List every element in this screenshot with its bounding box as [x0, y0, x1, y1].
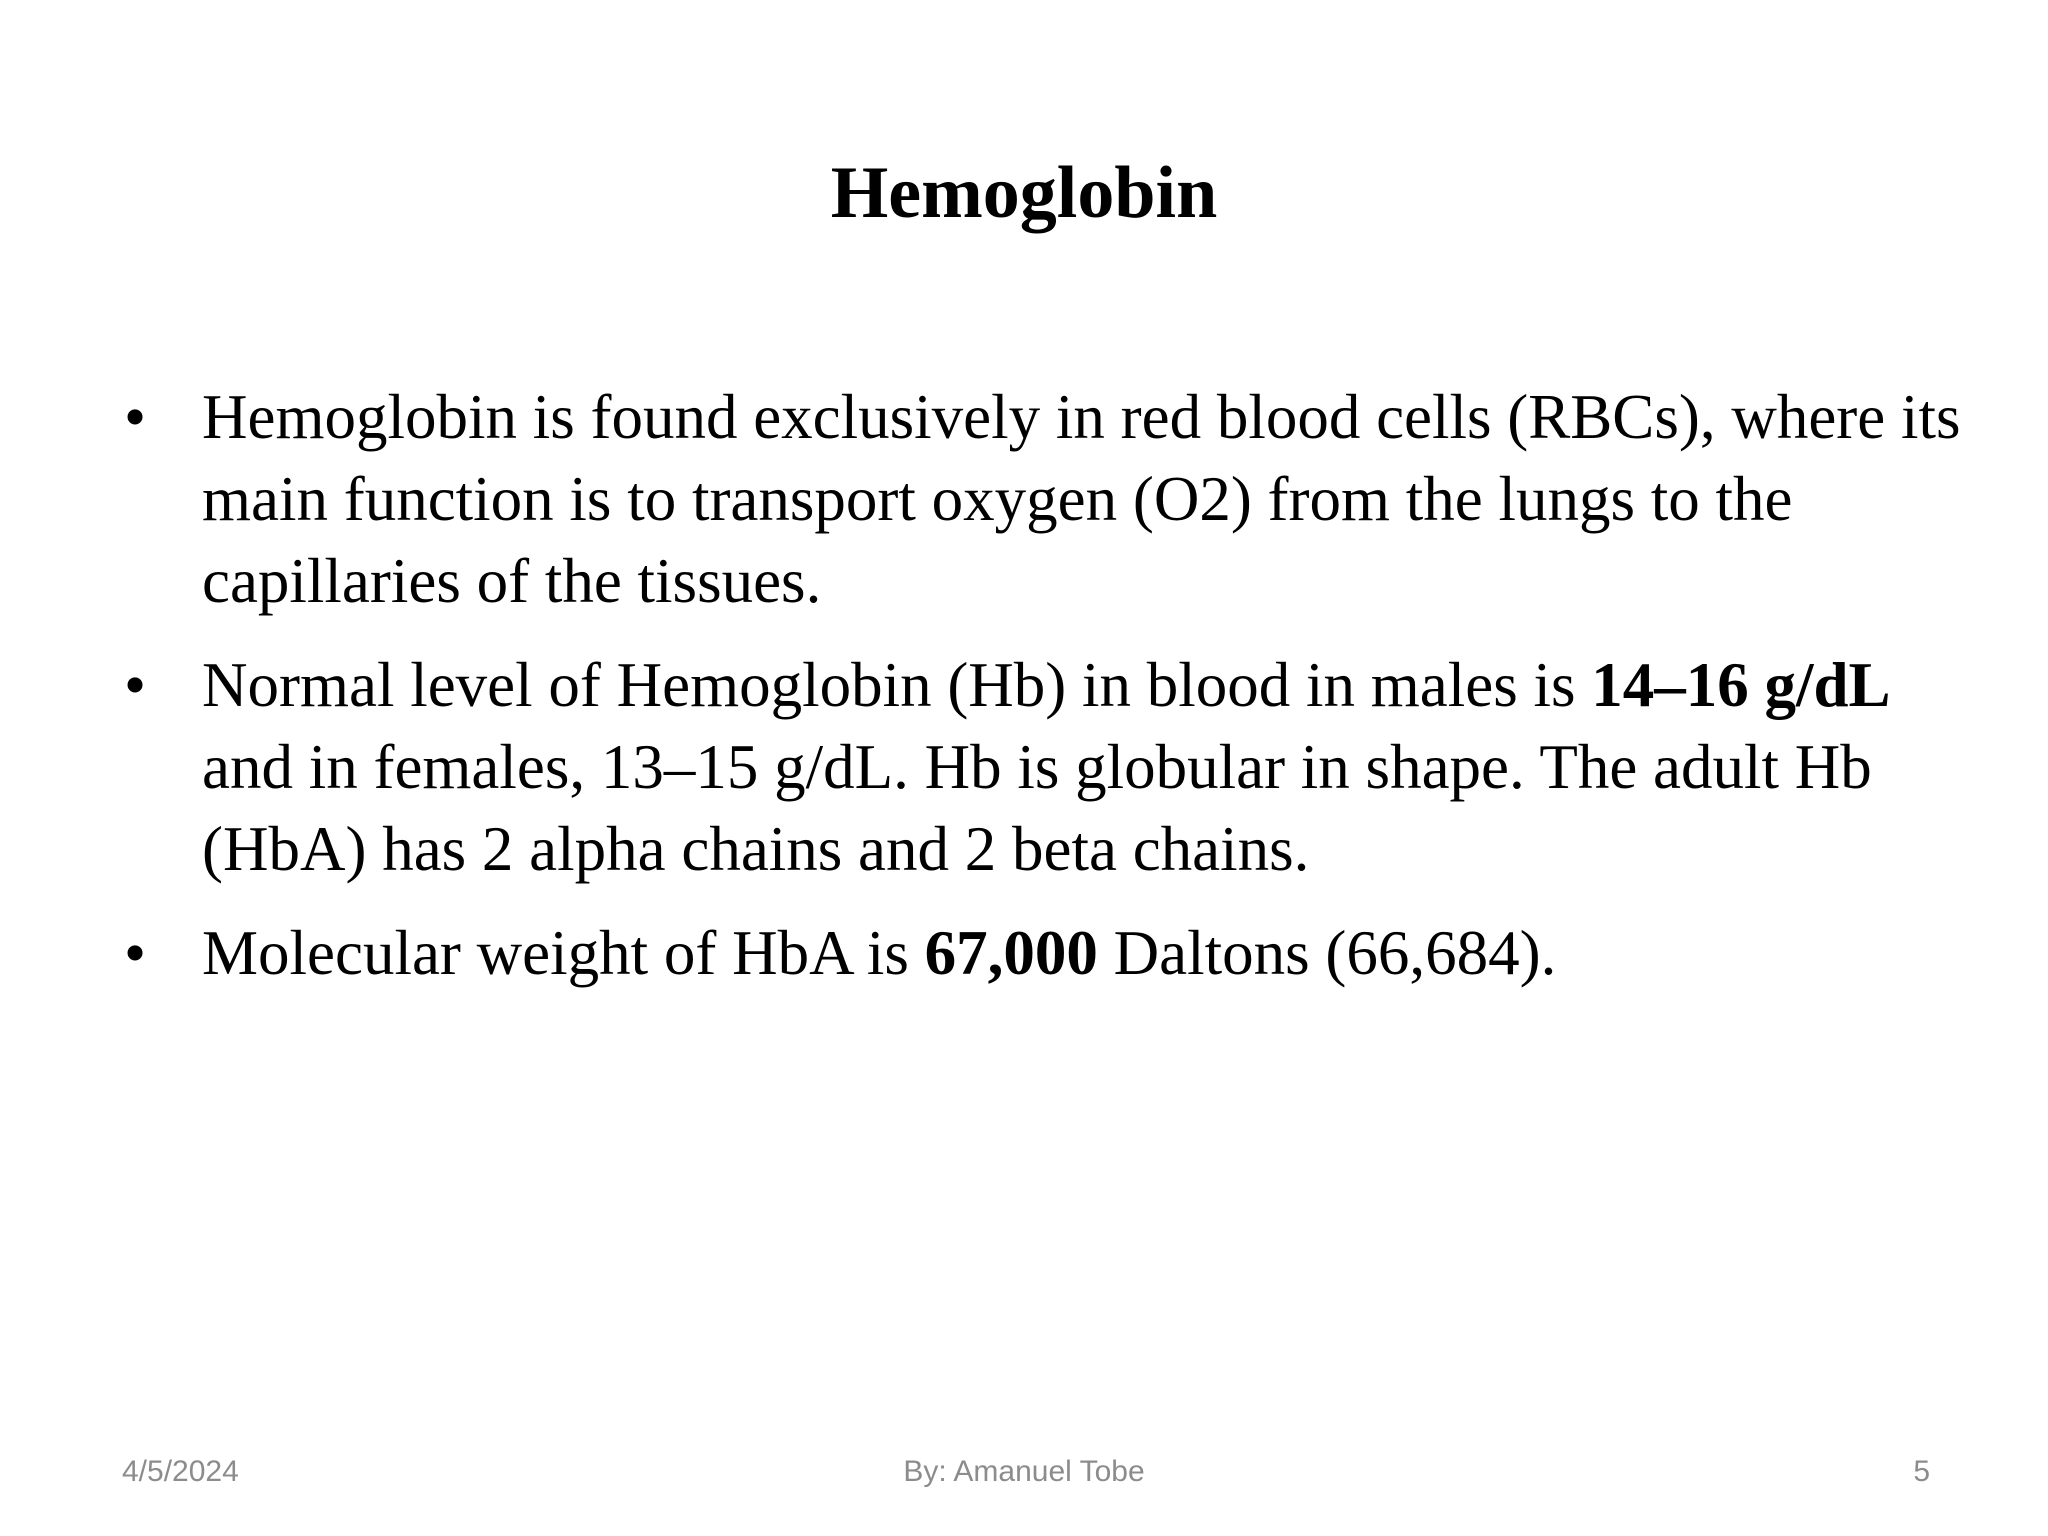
bullet-text-bold: 67,000: [924, 918, 1098, 988]
bullet-item: [118, 376, 1988, 622]
bullet-text: Daltons (66,684).: [1097, 918, 1557, 988]
bullet-text: Hemoglobin is found exclusively in red blood cells (RBCs), where its main function is to transport oxygen (O2) from the lungs to the capillaries of the tissues.: [202, 382, 1961, 616]
footer-author: By: Amanuel Tobe: [903, 1455, 1145, 1488]
bullet-item: [118, 912, 1988, 994]
bullet-item: [118, 644, 1988, 890]
bullet-icon: •: [124, 382, 147, 452]
bullet-text-bold: 14–16 g/dL: [1591, 650, 1891, 720]
footer-page-number: 5: [1913, 1455, 1930, 1488]
footer-date: 4/5/2024: [122, 1455, 239, 1488]
bullet-text: and in females, 13–15 g/dL. Hb is globular in shape. The adult Hb (HbA) has 2 alpha chains and 2 beta chains.: [202, 732, 1872, 884]
bullet-text: Molecular weight of HbA is: [202, 918, 925, 988]
bullet-list: [118, 376, 1988, 1016]
bullet-icon: •: [124, 918, 147, 988]
slide-title: Hemoglobin: [830, 152, 1218, 234]
bullet-text: Normal level of Hemoglobin (Hb) in blood in males is: [202, 650, 1592, 720]
bullet-icon: •: [124, 650, 147, 720]
